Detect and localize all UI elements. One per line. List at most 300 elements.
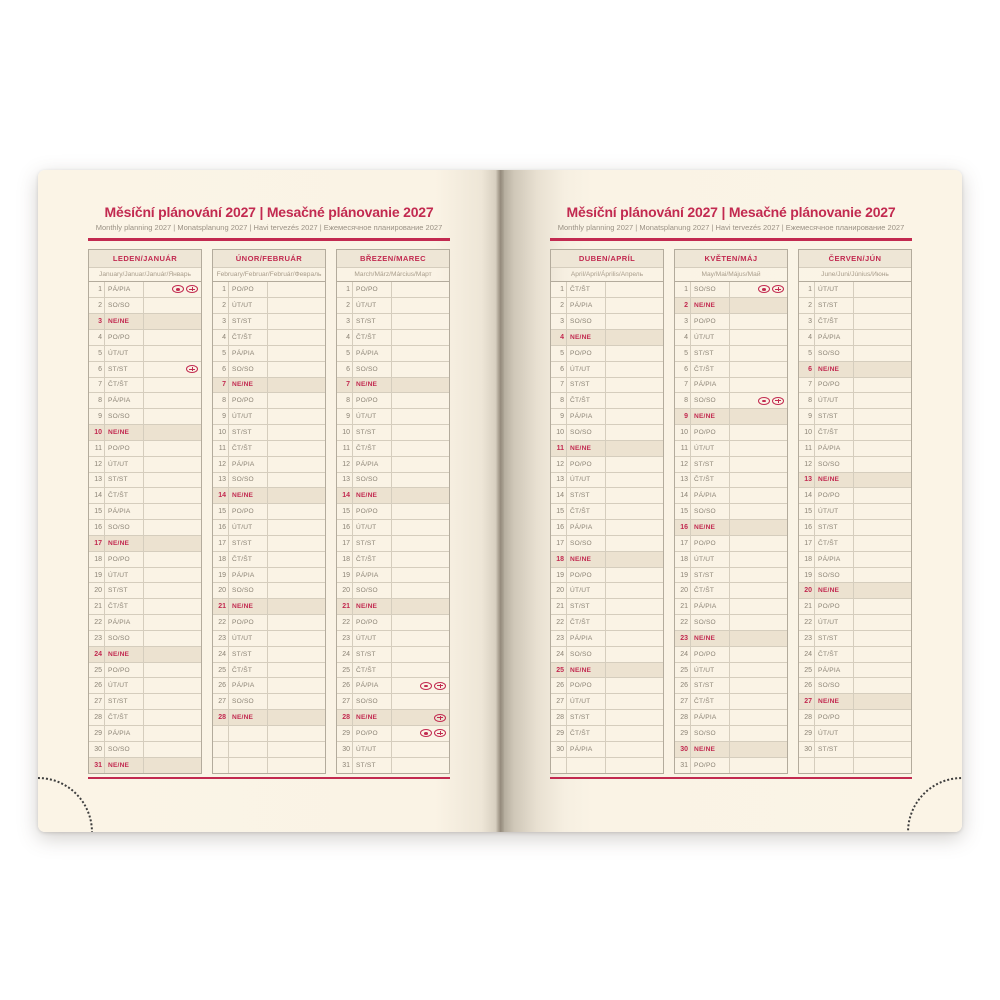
day-row — [213, 408, 325, 424]
day-notes — [268, 694, 325, 709]
day-abbrev: ČT/ŠT — [691, 473, 730, 488]
day-row — [337, 472, 449, 488]
day-number: 8 — [337, 393, 353, 408]
day-abbrev: PO/PO — [691, 425, 730, 440]
day-number: 20 — [337, 583, 353, 598]
day-row — [675, 662, 787, 678]
day-row — [675, 614, 787, 630]
day-abbrev: ČT/ŠT — [815, 314, 854, 329]
day-abbrev: PO/PO — [105, 330, 144, 345]
day-row — [337, 408, 449, 424]
day-notes — [854, 726, 911, 741]
day-notes — [268, 710, 325, 725]
empty-row — [213, 741, 325, 757]
month-subtitle: May/Mai/Május/Май — [675, 267, 787, 281]
day-notes — [268, 520, 325, 535]
day-number: 22 — [337, 615, 353, 630]
cz-holiday-icon — [758, 285, 770, 293]
day-row — [551, 440, 663, 456]
day-notes — [606, 726, 663, 741]
day-notes — [268, 488, 325, 503]
day-abbrev: PO/PO — [567, 346, 606, 361]
day-number: 31 — [89, 758, 105, 773]
day-row — [675, 313, 787, 329]
day-number: 30 — [89, 742, 105, 757]
day-notes — [144, 583, 201, 598]
day-notes — [144, 473, 201, 488]
day-number: 19 — [89, 568, 105, 583]
day-row — [799, 535, 911, 551]
day-notes — [392, 362, 449, 377]
day-row — [89, 662, 201, 678]
day-abbrev: ÚT/UT — [105, 568, 144, 583]
day-row — [213, 693, 325, 709]
day-number: 3 — [213, 314, 229, 329]
day-notes — [854, 346, 911, 361]
day-row — [799, 456, 911, 472]
day-row — [89, 725, 201, 741]
day-abbrev: ÚT/UT — [815, 504, 854, 519]
day-abbrev: SO/SO — [567, 647, 606, 662]
day-abbrev: ST/ST — [353, 647, 392, 662]
day-notes — [730, 314, 787, 329]
month-grid — [674, 281, 788, 774]
day-notes — [854, 520, 911, 535]
month-name: ČERVEN/JÚN — [799, 250, 911, 267]
day-row — [213, 614, 325, 630]
day-number: 2 — [799, 298, 815, 313]
day-number: 14 — [213, 488, 229, 503]
day-notes — [606, 520, 663, 535]
day-row — [551, 361, 663, 377]
day-abbrev: SO/SO — [815, 568, 854, 583]
day-abbrev: ÚT/UT — [353, 631, 392, 646]
day-notes — [268, 504, 325, 519]
right-months-grid — [550, 249, 912, 774]
day-row — [89, 345, 201, 361]
day-row — [337, 282, 449, 298]
day-notes — [144, 346, 201, 361]
day-notes — [392, 409, 449, 424]
day-row — [551, 598, 663, 614]
month-subtitle: February/Februar/Február/Февраль — [213, 267, 325, 281]
day-row — [551, 693, 663, 709]
day-row — [337, 630, 449, 646]
day-notes — [268, 393, 325, 408]
day-number: 6 — [213, 362, 229, 377]
day-row — [551, 456, 663, 472]
day-row — [799, 614, 911, 630]
day-row — [551, 345, 663, 361]
day-notes — [730, 726, 787, 741]
day-row — [551, 677, 663, 693]
day-row — [213, 567, 325, 583]
day-abbrev: ČT/ŠT — [353, 552, 392, 567]
day-number: 13 — [337, 473, 353, 488]
day-notes — [268, 362, 325, 377]
day-number: 15 — [337, 504, 353, 519]
day-notes — [268, 583, 325, 598]
day-row — [675, 646, 787, 662]
day-notes — [392, 314, 449, 329]
day-row — [675, 329, 787, 345]
day-number: 8 — [213, 393, 229, 408]
day-abbrev: ČT/ŠT — [105, 378, 144, 393]
day-row — [89, 741, 201, 757]
day-number: 19 — [337, 568, 353, 583]
day-abbrev: SO/SO — [229, 583, 268, 598]
day-number: 9 — [675, 409, 691, 424]
day-row — [799, 662, 911, 678]
day-notes — [392, 330, 449, 345]
month-subtitle: April/April/Április/Апрель — [551, 267, 663, 281]
day-abbrev: NE/NE — [691, 631, 730, 646]
day-number: 1 — [551, 282, 567, 298]
day-number: 5 — [337, 346, 353, 361]
day-notes — [854, 488, 911, 503]
day-row — [675, 582, 787, 598]
day-abbrev: ČT/ŠT — [353, 663, 392, 678]
day-notes — [392, 393, 449, 408]
day-row — [551, 630, 663, 646]
day-row — [89, 440, 201, 456]
day-abbrev: PO/PO — [353, 282, 392, 298]
day-notes — [268, 663, 325, 678]
day-abbrev: NE/NE — [229, 599, 268, 614]
day-row — [551, 646, 663, 662]
day-notes — [854, 298, 911, 313]
day-abbrev: NE/NE — [229, 710, 268, 725]
day-row — [675, 392, 787, 408]
day-abbrev: SO/SO — [105, 409, 144, 424]
day-number: 12 — [89, 457, 105, 472]
left-months-grid — [88, 249, 450, 774]
day-notes — [144, 504, 201, 519]
day-number: 12 — [213, 457, 229, 472]
day-number: 27 — [89, 694, 105, 709]
day-notes — [606, 346, 663, 361]
page-title: Měsíční plánování 2027 | Mesačné plánovanie 2027 — [566, 204, 896, 220]
day-row — [337, 297, 449, 313]
day-row — [213, 456, 325, 472]
day-abbrev: ČT/ŠT — [815, 647, 854, 662]
day-number: 1 — [213, 282, 229, 298]
day-number: 15 — [89, 504, 105, 519]
day-number: 3 — [799, 314, 815, 329]
day-row — [551, 582, 663, 598]
day-notes — [268, 314, 325, 329]
day-number: 12 — [675, 457, 691, 472]
day-abbrev: ÚT/UT — [353, 298, 392, 313]
day-row — [89, 361, 201, 377]
day-abbrev: ST/ST — [691, 457, 730, 472]
day-row — [551, 392, 663, 408]
day-row — [799, 582, 911, 598]
day-notes — [854, 314, 911, 329]
day-abbrev: NE/NE — [691, 298, 730, 313]
day-number: 9 — [213, 409, 229, 424]
day-abbrev: SO/SO — [105, 742, 144, 757]
day-notes — [392, 599, 449, 614]
day-abbrev: ČT/ŠT — [691, 362, 730, 377]
day-number: 3 — [675, 314, 691, 329]
day-notes — [730, 758, 787, 773]
day-notes — [730, 536, 787, 551]
month-grid — [212, 281, 326, 774]
day-notes — [144, 488, 201, 503]
day-notes — [268, 726, 325, 741]
day-notes — [268, 378, 325, 393]
day-row — [213, 313, 325, 329]
day-notes — [268, 615, 325, 630]
day-abbrev: ČT/ŠT — [105, 710, 144, 725]
day-number: 15 — [799, 504, 815, 519]
day-row — [675, 693, 787, 709]
day-abbrev: PÁ/PIA — [105, 726, 144, 741]
day-number: 20 — [89, 583, 105, 598]
day-number: 24 — [337, 647, 353, 662]
day-row — [89, 709, 201, 725]
day-row — [551, 567, 663, 583]
top-rule — [88, 238, 450, 241]
day-abbrev: PÁ/PIA — [353, 457, 392, 472]
day-number: 17 — [89, 536, 105, 551]
day-abbrev: SO/SO — [691, 726, 730, 741]
day-number: 6 — [337, 362, 353, 377]
day-row — [675, 472, 787, 488]
day-abbrev: ČT/ŠT — [567, 504, 606, 519]
day-abbrev: PO/PO — [353, 393, 392, 408]
day-abbrev: PÁ/PIA — [105, 615, 144, 630]
day-notes — [392, 742, 449, 757]
day-row — [213, 519, 325, 535]
planner-spread — [38, 170, 962, 832]
day-row — [337, 567, 449, 583]
day-row — [551, 424, 663, 440]
sk-holiday-icon — [434, 682, 446, 690]
day-abbrev: PÁ/PIA — [567, 298, 606, 313]
day-notes — [144, 552, 201, 567]
day-abbrev: ČT/ŠT — [353, 441, 392, 456]
day-number: 12 — [337, 457, 353, 472]
day-abbrev: ST/ST — [567, 488, 606, 503]
day-number: 14 — [799, 488, 815, 503]
day-notes — [606, 599, 663, 614]
right-page-content — [550, 204, 912, 779]
day-number: 10 — [213, 425, 229, 440]
day-notes — [730, 457, 787, 472]
day-row — [551, 487, 663, 503]
day-notes — [730, 599, 787, 614]
day-abbrev: ČT/ŠT — [567, 282, 606, 298]
day-abbrev: SO/SO — [691, 615, 730, 630]
day-notes — [606, 631, 663, 646]
day-abbrev: PO/PO — [105, 552, 144, 567]
day-notes — [144, 362, 201, 377]
day-abbrev: PO/PO — [815, 488, 854, 503]
day-row — [337, 377, 449, 393]
day-abbrev: ÚT/UT — [105, 346, 144, 361]
day-row — [551, 408, 663, 424]
day-abbrev: PÁ/PIA — [815, 663, 854, 678]
day-notes — [144, 758, 201, 773]
day-abbrev: NE/NE — [691, 742, 730, 757]
day-number: 7 — [799, 378, 815, 393]
day-abbrev: NE/NE — [105, 425, 144, 440]
day-number: 22 — [551, 615, 567, 630]
day-notes — [854, 631, 911, 646]
day-abbrev: ÚT/UT — [815, 393, 854, 408]
day-number: 14 — [337, 488, 353, 503]
day-notes — [392, 457, 449, 472]
month-subtitle: March/März/Március/Март — [337, 267, 449, 281]
empty-row — [213, 725, 325, 741]
day-number: 14 — [89, 488, 105, 503]
day-notes — [606, 488, 663, 503]
day-row — [337, 646, 449, 662]
day-number: 22 — [213, 615, 229, 630]
day-number: 29 — [551, 726, 567, 741]
month-name: ÚNOR/FEBRUÁR — [213, 250, 325, 267]
day-row — [799, 677, 911, 693]
day-notes — [606, 536, 663, 551]
day-row — [337, 725, 449, 741]
sk-holiday-icon — [772, 285, 784, 293]
day-number: 8 — [799, 393, 815, 408]
day-abbrev — [567, 758, 606, 773]
day-notes — [730, 631, 787, 646]
day-row — [799, 551, 911, 567]
day-row — [213, 424, 325, 440]
day-abbrev: PO/PO — [567, 678, 606, 693]
day-notes — [144, 536, 201, 551]
day-abbrev: ÚT/UT — [229, 631, 268, 646]
day-notes — [268, 599, 325, 614]
day-number: 24 — [799, 647, 815, 662]
day-row — [551, 741, 663, 757]
day-notes — [268, 409, 325, 424]
day-number: 21 — [675, 599, 691, 614]
day-number: 6 — [799, 362, 815, 377]
day-row — [551, 377, 663, 393]
day-number: 4 — [213, 330, 229, 345]
day-notes — [392, 488, 449, 503]
day-row — [799, 440, 911, 456]
day-abbrev: ST/ST — [815, 742, 854, 757]
day-notes — [854, 647, 911, 662]
day-row — [799, 725, 911, 741]
day-abbrev: ÚT/UT — [567, 583, 606, 598]
day-number: 5 — [675, 346, 691, 361]
day-number: 18 — [675, 552, 691, 567]
day-notes — [854, 758, 911, 773]
day-abbrev: PÁ/PIA — [353, 568, 392, 583]
day-notes — [854, 599, 911, 614]
day-notes — [144, 615, 201, 630]
day-number: 4 — [89, 330, 105, 345]
day-notes — [606, 282, 663, 298]
day-abbrev: SO/SO — [691, 393, 730, 408]
day-abbrev: SO/SO — [105, 631, 144, 646]
day-row — [89, 677, 201, 693]
day-abbrev: NE/NE — [815, 362, 854, 377]
day-number: 26 — [213, 678, 229, 693]
month-column — [212, 249, 326, 774]
day-abbrev: ST/ST — [567, 710, 606, 725]
day-row — [213, 582, 325, 598]
day-abbrev: NE/NE — [567, 663, 606, 678]
day-abbrev: NE/NE — [815, 473, 854, 488]
month-name: BŘEZEN/MAREC — [337, 250, 449, 267]
day-number: 23 — [799, 631, 815, 646]
day-notes — [268, 330, 325, 345]
day-row — [213, 535, 325, 551]
day-abbrev: ÚT/UT — [229, 520, 268, 535]
day-number: 7 — [337, 378, 353, 393]
day-number: 11 — [799, 441, 815, 456]
day-abbrev: NE/NE — [567, 330, 606, 345]
day-row — [675, 677, 787, 693]
day-number: 22 — [89, 615, 105, 630]
day-row — [551, 551, 663, 567]
day-notes — [730, 441, 787, 456]
day-row — [89, 646, 201, 662]
day-number: 5 — [551, 346, 567, 361]
day-number: 27 — [337, 694, 353, 709]
day-abbrev: PÁ/PIA — [229, 568, 268, 583]
left-page-content — [88, 204, 450, 779]
day-number: 18 — [799, 552, 815, 567]
day-abbrev: PÁ/PIA — [691, 710, 730, 725]
left-page — [38, 170, 500, 832]
day-abbrev: ST/ST — [815, 298, 854, 313]
day-row — [89, 535, 201, 551]
day-abbrev: ÚT/UT — [567, 362, 606, 377]
day-notes — [606, 758, 663, 773]
day-row — [799, 329, 911, 345]
sk-holiday-icon — [434, 729, 446, 737]
day-number: 4 — [675, 330, 691, 345]
day-notes — [730, 298, 787, 313]
day-abbrev: PO/PO — [229, 282, 268, 298]
day-number: 20 — [213, 583, 229, 598]
day-abbrev: NE/NE — [229, 488, 268, 503]
day-abbrev: ST/ST — [567, 378, 606, 393]
day-abbrev: ÚT/UT — [691, 441, 730, 456]
day-abbrev: ČT/ŠT — [229, 441, 268, 456]
day-number: 4 — [337, 330, 353, 345]
day-notes — [854, 568, 911, 583]
day-number: 22 — [675, 615, 691, 630]
day-abbrev: ST/ST — [691, 678, 730, 693]
day-abbrev: ÚT/UT — [815, 726, 854, 741]
day-abbrev: PO/PO — [815, 599, 854, 614]
day-abbrev: NE/NE — [567, 552, 606, 567]
day-notes — [268, 568, 325, 583]
right-page — [500, 170, 962, 832]
day-number: 23 — [89, 631, 105, 646]
day-row — [337, 392, 449, 408]
day-notes — [606, 425, 663, 440]
day-number: 10 — [89, 425, 105, 440]
day-notes — [392, 710, 449, 725]
day-number: 13 — [89, 473, 105, 488]
day-number: 6 — [89, 362, 105, 377]
day-notes — [730, 647, 787, 662]
page-title: Měsíční plánování 2027 | Mesačné plánovanie 2027 — [104, 204, 434, 220]
day-abbrev: PÁ/PIA — [229, 346, 268, 361]
day-notes — [144, 694, 201, 709]
